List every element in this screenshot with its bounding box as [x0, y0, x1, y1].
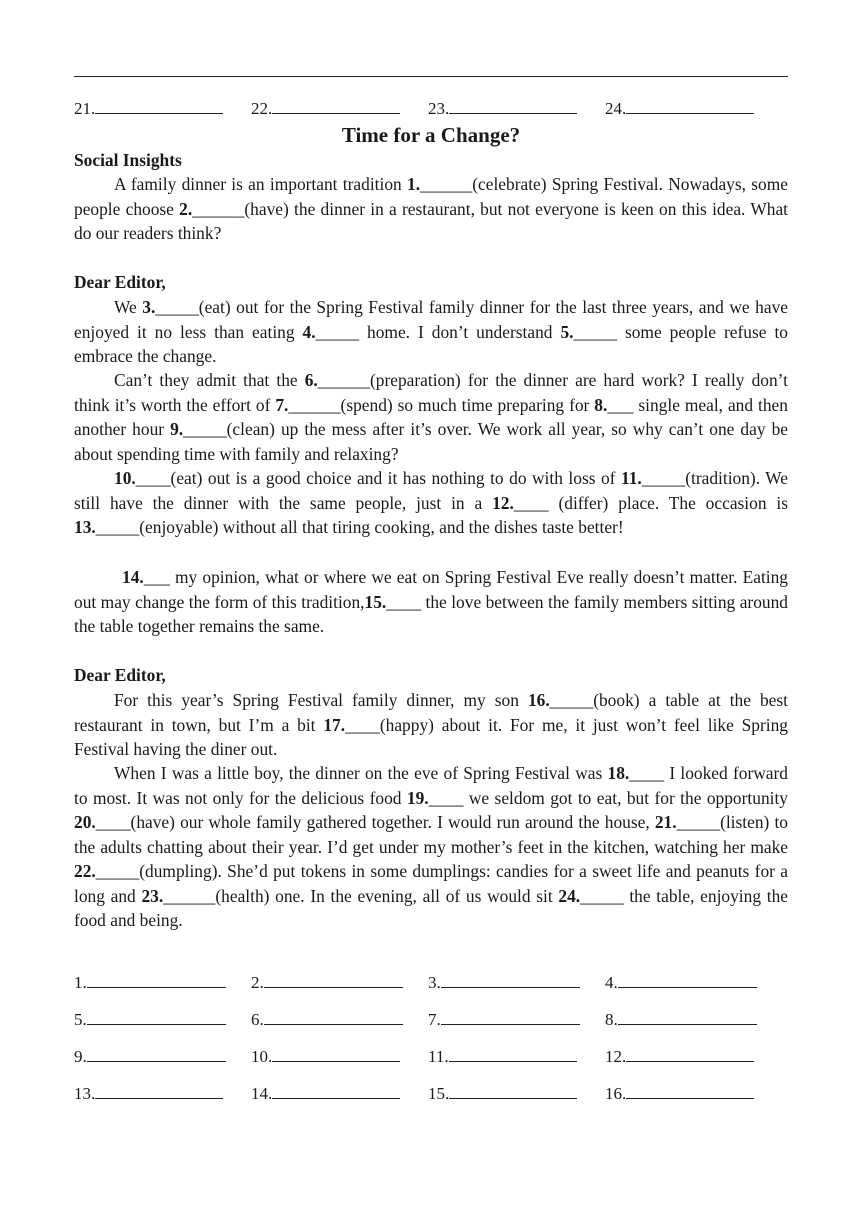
answer-blank[interactable]: 9. [74, 1044, 226, 1070]
answer-blank[interactable]: 12. [605, 1044, 754, 1070]
letter2-salutation: Dear Editor, [74, 665, 166, 685]
letter2-paragraph-2: When I was a little boy, the dinner on the eve of Spring Festival was 18.____ I looked forward to most. It was not only for the delicious food 19.____ we seldom got to eat, but for the opportunity 20.____(have) our whole family gathered together. I would run around the house, 21._____(listen) to the adults chatting about their year. I’d get under my mother’s feet in the kitchen, watching her make 22._____(dumpling). She’d put tokens in some dumplings: candies for a sweet life and peanuts for a long and 23.______(health) one. In the evening, all of us would sit 24._____ the table, enjoying the food and being. [74, 763, 788, 930]
answer-blank[interactable]: 14. [251, 1081, 400, 1107]
letter2-paragraph-1: For this year’s Spring Festival family dinner, my son 16._____(book) a table at the best restaurant in town, but I’m a bit 17.____(happy) about it. For me, it just won’t feel like Spring Festival having the diner out. [74, 690, 789, 759]
answer-blank[interactable]: 4. [605, 970, 757, 996]
letter1-paragraph-1: We 3._____(eat) out for the Spring Festival family dinner for the last three years, and we have enjoyed it no less than eating 4._____ home. I don’t understand 5._____ some people refuse to embrace the change. [74, 297, 788, 366]
intro-paragraph: A family dinner is an important tradition 1.______(celebrate) Spring Festival. Nowadays, some people choose 2.______(have) the dinner in a restaurant, but not everyone is keen on this idea. What do our readers think? [74, 174, 789, 243]
answer-blank-24[interactable]: 24. [605, 96, 754, 122]
top-rule [74, 76, 788, 77]
answer-blank[interactable]: 8. [605, 1007, 757, 1033]
letter1-paragraph-4: 14.___ my opinion, what or where we eat on Spring Festival Eve really doesn’t matter. Eating out may change the form of this tradition,15.____ the love between the family members sitting around the table together remains the same. [74, 567, 788, 636]
letter1-paragraph-3: 10.____(eat) out is a good choice and it has nothing to do with loss of 11._____(tradition). We still have the dinner with the same people, just in a 12.____ (differ) place. The occasion is 13._____(enjoyable) without all that tiring cooking, and the dishes taste better! [74, 468, 788, 537]
answer-row-2 [74, 1007, 788, 1033]
answer-blank[interactable]: 2. [251, 970, 403, 996]
answer-blank[interactable]: 6. [251, 1007, 403, 1033]
answer-blank[interactable]: 13. [74, 1081, 223, 1107]
answer-row-1 [74, 970, 788, 996]
answer-blank[interactable]: 16. [605, 1081, 754, 1107]
answer-blank[interactable]: 1. [74, 970, 226, 996]
top-answer-row [74, 96, 788, 122]
answer-blank-21[interactable]: 21. [74, 96, 223, 122]
answer-row-4 [74, 1081, 788, 1107]
answer-blank[interactable]: 7. [428, 1007, 580, 1033]
answer-blank[interactable]: 3. [428, 970, 580, 996]
answer-blank[interactable]: 15. [428, 1081, 577, 1107]
answer-blank-22[interactable]: 22. [251, 96, 400, 122]
section-heading: Social Insights [74, 150, 182, 170]
answer-blank[interactable]: 5. [74, 1007, 226, 1033]
page-title: Time for a Change? [341, 123, 521, 147]
letter1-salutation: Dear Editor, [74, 272, 166, 292]
answer-blank[interactable]: 10. [251, 1044, 400, 1070]
answer-blank-23[interactable]: 23. [428, 96, 577, 122]
answer-blank[interactable]: 11. [428, 1044, 577, 1070]
answer-row-3 [74, 1044, 788, 1070]
letter1-paragraph-2: Can’t they admit that the 6.______(preparation) for the dinner are hard work? I really don’t think it’s worth the effort of 7.______(spend) so much time preparing for 8.___ single meal, and then another hour 9._____(clean) up the mess after it’s over. We work all year, so why can’t one day be about spending time with family and relaxing? [74, 370, 788, 464]
